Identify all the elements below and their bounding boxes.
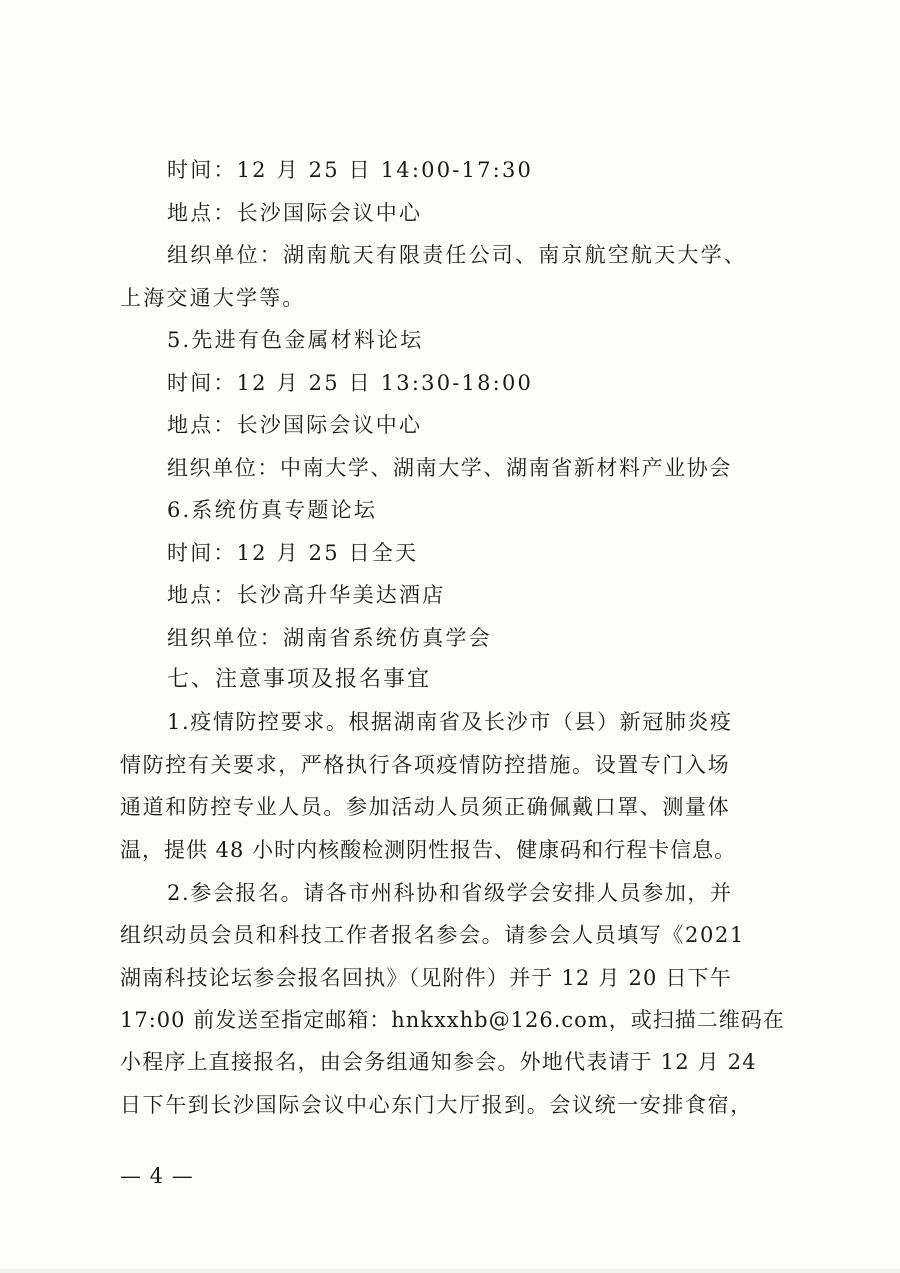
forum4-organizer: 组织单位：湖南航天有限责任公司、南京航空航天大学、 <box>167 243 747 267</box>
scan-edge <box>0 1269 900 1273</box>
forum6-location: 地点：长沙高升华美达酒店 <box>167 583 446 607</box>
section-heading: 七、注意事项及报名事宜 <box>167 667 432 692</box>
forum5-time: 时间：12 月 25 日 13:30-18:00 <box>167 371 534 395</box>
para2-line3: 湖南科技论坛参会报名回执》（见附件）并于 12 月 20 日下午 <box>120 966 733 990</box>
forum5-title: 5.先进有色金属材料论坛 <box>167 328 424 352</box>
para2-line1: 2.参会报名。请各市州科协和省级学会安排人员参加，并 <box>167 881 733 905</box>
forum4-time: 时间：12 月 25 日 14:00-17:30 <box>167 158 534 182</box>
para2-line5: 小程序上直接报名，由会务组通知参会。外地代表请于 12 月 24 <box>120 1050 757 1074</box>
page-number: — 4 — <box>120 1164 194 1188</box>
forum4-location: 地点：长沙国际会议中心 <box>167 201 423 225</box>
para1-line3: 通道和防控专业人员。参加活动人员须正确佩戴口罩、测量体 <box>120 795 731 819</box>
forum6-organizer: 组织单位：湖南省系统仿真学会 <box>167 626 492 650</box>
para1-line2: 情防控有关要求，严格执行各项疫情防控措施。设置专门入场 <box>120 753 731 777</box>
forum6-time: 时间：12 月 25 日全天 <box>167 541 419 565</box>
para1-line4: 温，提供 48 小时内核酸检测阴性报告、健康码和行程卡信息。 <box>120 838 737 862</box>
forum4-organizer-cont: 上海交通大学等。 <box>120 286 306 310</box>
forum5-organizer: 组织单位：中南大学、湖南大学、湖南省新材料产业协会 <box>167 456 732 480</box>
para2-line2: 组织动员会员和科技工作者报名参会。请参会人员填写《2021 <box>120 923 745 947</box>
para1-line1: 1.疫情防控要求。根据湖南省及长沙市（县）新冠肺炎疫 <box>167 710 733 734</box>
para2-line4: 17:00 前发送至指定邮箱：hnkxxhb@126.com，或扫描二维码在 <box>120 1008 785 1032</box>
forum5-location: 地点：长沙国际会议中心 <box>167 413 423 437</box>
forum6-title: 6.系统仿真专题论坛 <box>167 498 378 522</box>
para2-line6: 日下午到长沙国际会议中心东门大厅报到。会议统一安排食宿， <box>120 1093 753 1117</box>
